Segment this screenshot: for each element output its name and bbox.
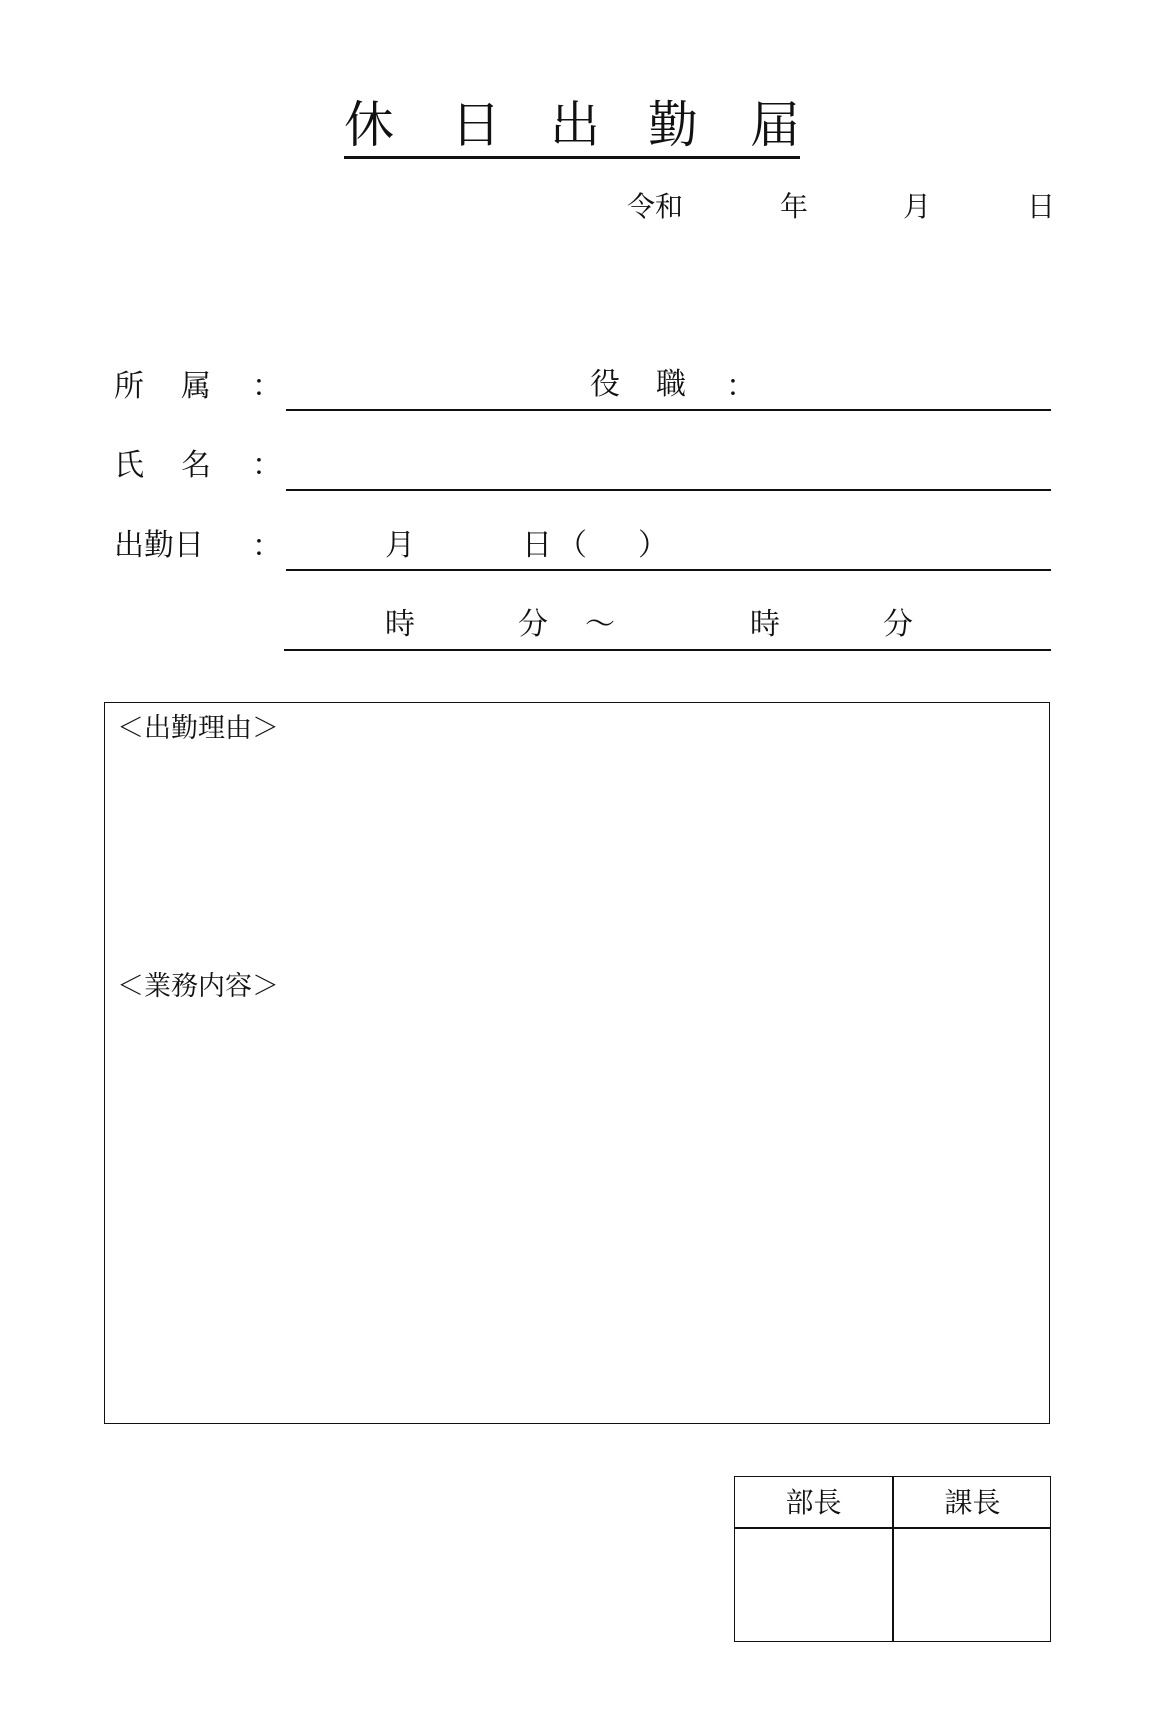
- end-minute-label: 分: [883, 607, 913, 642]
- department-label: 属: [181, 369, 211, 404]
- stamp-cell-section-chief[interactable]: [894, 1529, 1051, 1641]
- name-label: 氏: [114, 448, 144, 483]
- department-position-field[interactable]: [286, 409, 1051, 411]
- weekday-paren-close: ）: [638, 528, 668, 563]
- end-hour-label: 時: [750, 607, 780, 642]
- content-heading: ＜業務内容＞: [117, 971, 279, 1002]
- title-underline: [344, 156, 800, 159]
- date-month-label: 月: [903, 190, 932, 223]
- title-char: 出: [550, 96, 600, 154]
- title-char: 届: [750, 96, 800, 154]
- start-minute-label: 分: [518, 607, 548, 642]
- date-day-label: 日: [1027, 190, 1056, 223]
- colon: ：: [252, 529, 282, 564]
- workday-label: 出勤日: [114, 528, 204, 563]
- approval-header-section-chief: 課長: [944, 1486, 1001, 1519]
- workday-month-label: 月: [385, 528, 415, 563]
- name-field[interactable]: [286, 489, 1051, 491]
- approval-header-department-head: 部長: [785, 1486, 842, 1519]
- document-title: [344, 96, 800, 160]
- reason-content-box[interactable]: [104, 702, 1050, 1424]
- reason-heading: ＜出勤理由＞: [117, 713, 279, 744]
- department-label: 所: [114, 369, 144, 404]
- title-char: 休: [344, 96, 394, 154]
- date-era: 令和: [627, 190, 684, 223]
- time-range-tilde: ～: [585, 607, 615, 642]
- stamp-cell-department-head[interactable]: [735, 1529, 892, 1641]
- title-char: 勤: [648, 96, 698, 154]
- colon: ：: [726, 369, 756, 404]
- name-label: 名: [181, 448, 211, 483]
- workday-time-field[interactable]: [284, 649, 1051, 651]
- position-label: 職: [656, 367, 686, 402]
- approval-stamp-table: [734, 1476, 1051, 1642]
- colon: ：: [252, 369, 282, 404]
- start-hour-label: 時: [385, 607, 415, 642]
- colon: ：: [252, 448, 282, 483]
- workday-day-label: 日: [522, 528, 552, 563]
- workday-date-field[interactable]: [286, 569, 1051, 571]
- date-year-label: 年: [780, 190, 809, 223]
- title-char: 日: [451, 96, 501, 154]
- weekday-paren-open: （: [557, 528, 587, 563]
- position-label: 役: [590, 367, 620, 402]
